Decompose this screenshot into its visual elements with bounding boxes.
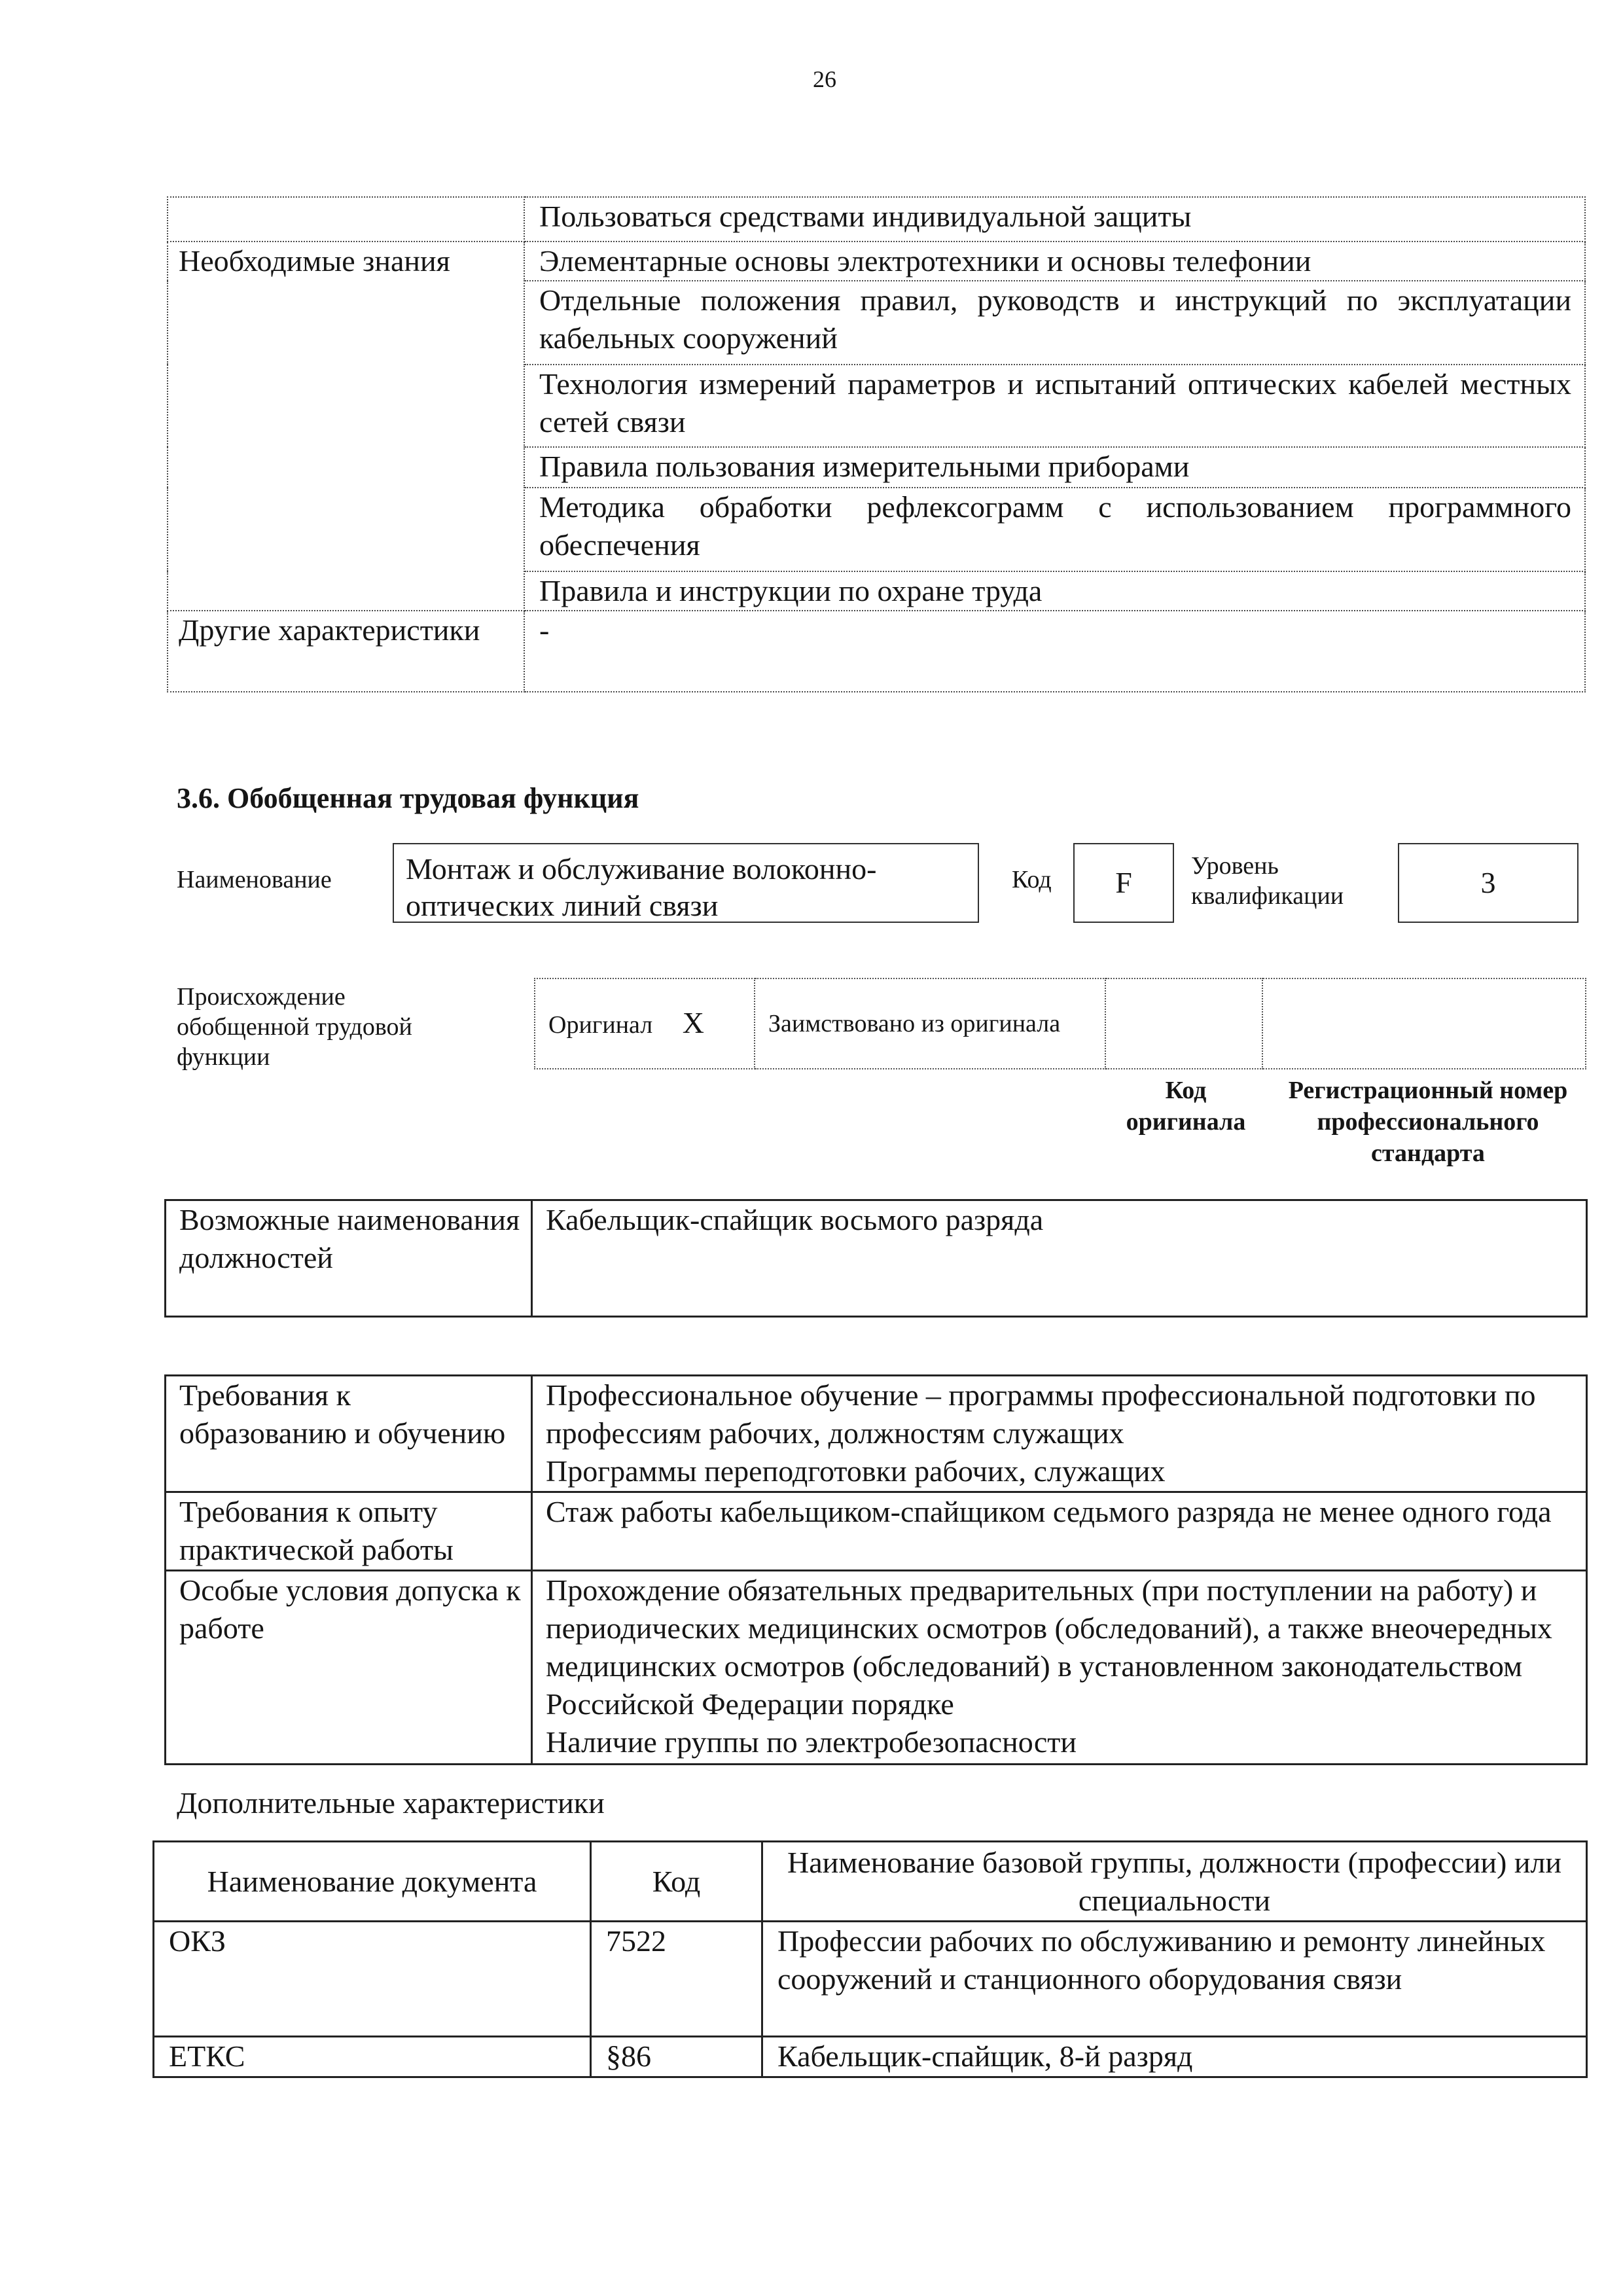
doc-cell: ЕТКС	[154, 2037, 591, 2077]
name-cell: Кабельщик-спайщик, 8-й разряд	[762, 2037, 1587, 2077]
table-row	[166, 1571, 1587, 1765]
row-label	[168, 197, 524, 242]
row-value: Пользоваться средствами индивидуальной защиты	[524, 197, 1585, 242]
table-header-row	[154, 1842, 1587, 1922]
row-value: Отдельные положения правил, руководств и инструкций по эксплуатации кабельных сооружений	[524, 281, 1585, 365]
row-label-other: Другие характеристики	[168, 611, 524, 692]
name-box	[393, 843, 979, 923]
column-header: Наименование базовой группы, должности (профессии) или специальности	[762, 1842, 1587, 1922]
code-box	[1073, 843, 1174, 923]
table-row	[166, 1200, 1587, 1317]
original-mark: X	[682, 1005, 704, 1039]
row-value: Методика обработки рефлексограмм с использованием программного обеспечения	[524, 488, 1585, 571]
name-cell: Профессии рабочих по обслуживанию и ремонту линейных сооружений и станционного оборудования связи	[762, 1922, 1587, 2037]
original-cell	[535, 978, 755, 1069]
column-header: Код	[591, 1842, 762, 1922]
level-label: Уровень квалификации	[1191, 852, 1344, 910]
name-label: Наименование	[177, 866, 332, 893]
row-value: Технология измерений параметров и испытаний оптических кабелей местных сетей связи	[524, 365, 1585, 447]
level-box	[1398, 843, 1578, 923]
row-value: Элементарные основы электротехники и основы телефонии	[524, 242, 1585, 281]
code-label: Код	[1012, 866, 1052, 893]
code-caption: Код оригинала	[1126, 1077, 1246, 1136]
row-value: Правила пользования измерительными приборами	[524, 447, 1585, 488]
row-value: Правила и инструкции по охране труда	[524, 571, 1585, 611]
additional-table	[152, 1840, 1588, 2078]
positions-value: Кабельщик-спайщик восьмого разряда	[532, 1200, 1587, 1317]
table-row	[154, 1922, 1587, 2037]
admission-value	[532, 1571, 1587, 1765]
positions-label: Возможные наименования должностей	[166, 1200, 532, 1317]
education-label: Требования к образованию и обучению	[166, 1376, 532, 1492]
table-row	[168, 197, 1585, 242]
table-row	[154, 2037, 1587, 2077]
row-label-knowledge: Необходимые знания	[168, 242, 524, 611]
admission-line: Прохождение обязательных предварительных (при поступлении на работу) и периодических медицинских осмотров (обследований), а также внеочередных медицинских осмотров (обследований) в установленном законодательством Российской Федерации порядке	[546, 1573, 1552, 1721]
code-cell: 7522	[591, 1922, 762, 2037]
table-row	[166, 1492, 1587, 1571]
registration-caption: Регистрационный номер профессионального стандарта	[1288, 1077, 1568, 1167]
positions-table	[164, 1199, 1588, 1318]
table-row	[535, 978, 1586, 1069]
table-row	[168, 611, 1585, 692]
admission-line: Наличие группы по электробезопасности	[546, 1725, 1077, 1759]
education-line: Программы переподготовки рабочих, служащих	[546, 1454, 1166, 1488]
origin-label: Происхождение обобщенной трудовой функции	[177, 983, 412, 1071]
doc-cell: ОКЗ	[154, 1922, 591, 2037]
education-value	[532, 1376, 1587, 1492]
page-number: 26	[813, 66, 836, 92]
education-line: Профессиональное обучение – программы профессиональной подготовки по профессиям рабочих, должностям служащих	[546, 1378, 1536, 1450]
level-value: 3	[1480, 866, 1496, 899]
origin-table	[534, 978, 1586, 1069]
table-row	[166, 1376, 1587, 1492]
additional-heading: Дополнительные характеристики	[177, 1786, 605, 1820]
requirements-table	[164, 1374, 1588, 1765]
knowledge-table	[167, 196, 1586, 692]
column-header: Наименование документа	[154, 1842, 591, 1922]
experience-label: Требования к опыту практической работы	[166, 1492, 532, 1571]
experience-value: Стаж работы кабельщиком-спайщиком седьмого разряда не менее одного года	[532, 1492, 1587, 1571]
original-code-cell	[1105, 978, 1262, 1069]
registration-number-cell	[1262, 978, 1586, 1069]
original-label: Оригинал	[548, 1011, 653, 1039]
borrowed-cell	[755, 978, 1105, 1069]
borrowed-label: Заимствовано из оригинала	[768, 1010, 1061, 1037]
table-row	[168, 242, 1585, 281]
code-cell: §86	[591, 2037, 762, 2077]
row-value: -	[524, 611, 1585, 692]
section-title: 3.6. Обобщенная трудовая функция	[177, 782, 639, 814]
code-value: F	[1115, 866, 1132, 899]
name-value: Монтаж и обслуживание волоконно-оптических линий связи	[406, 852, 877, 922]
admission-label: Особые условия допуска к работе	[166, 1571, 532, 1765]
